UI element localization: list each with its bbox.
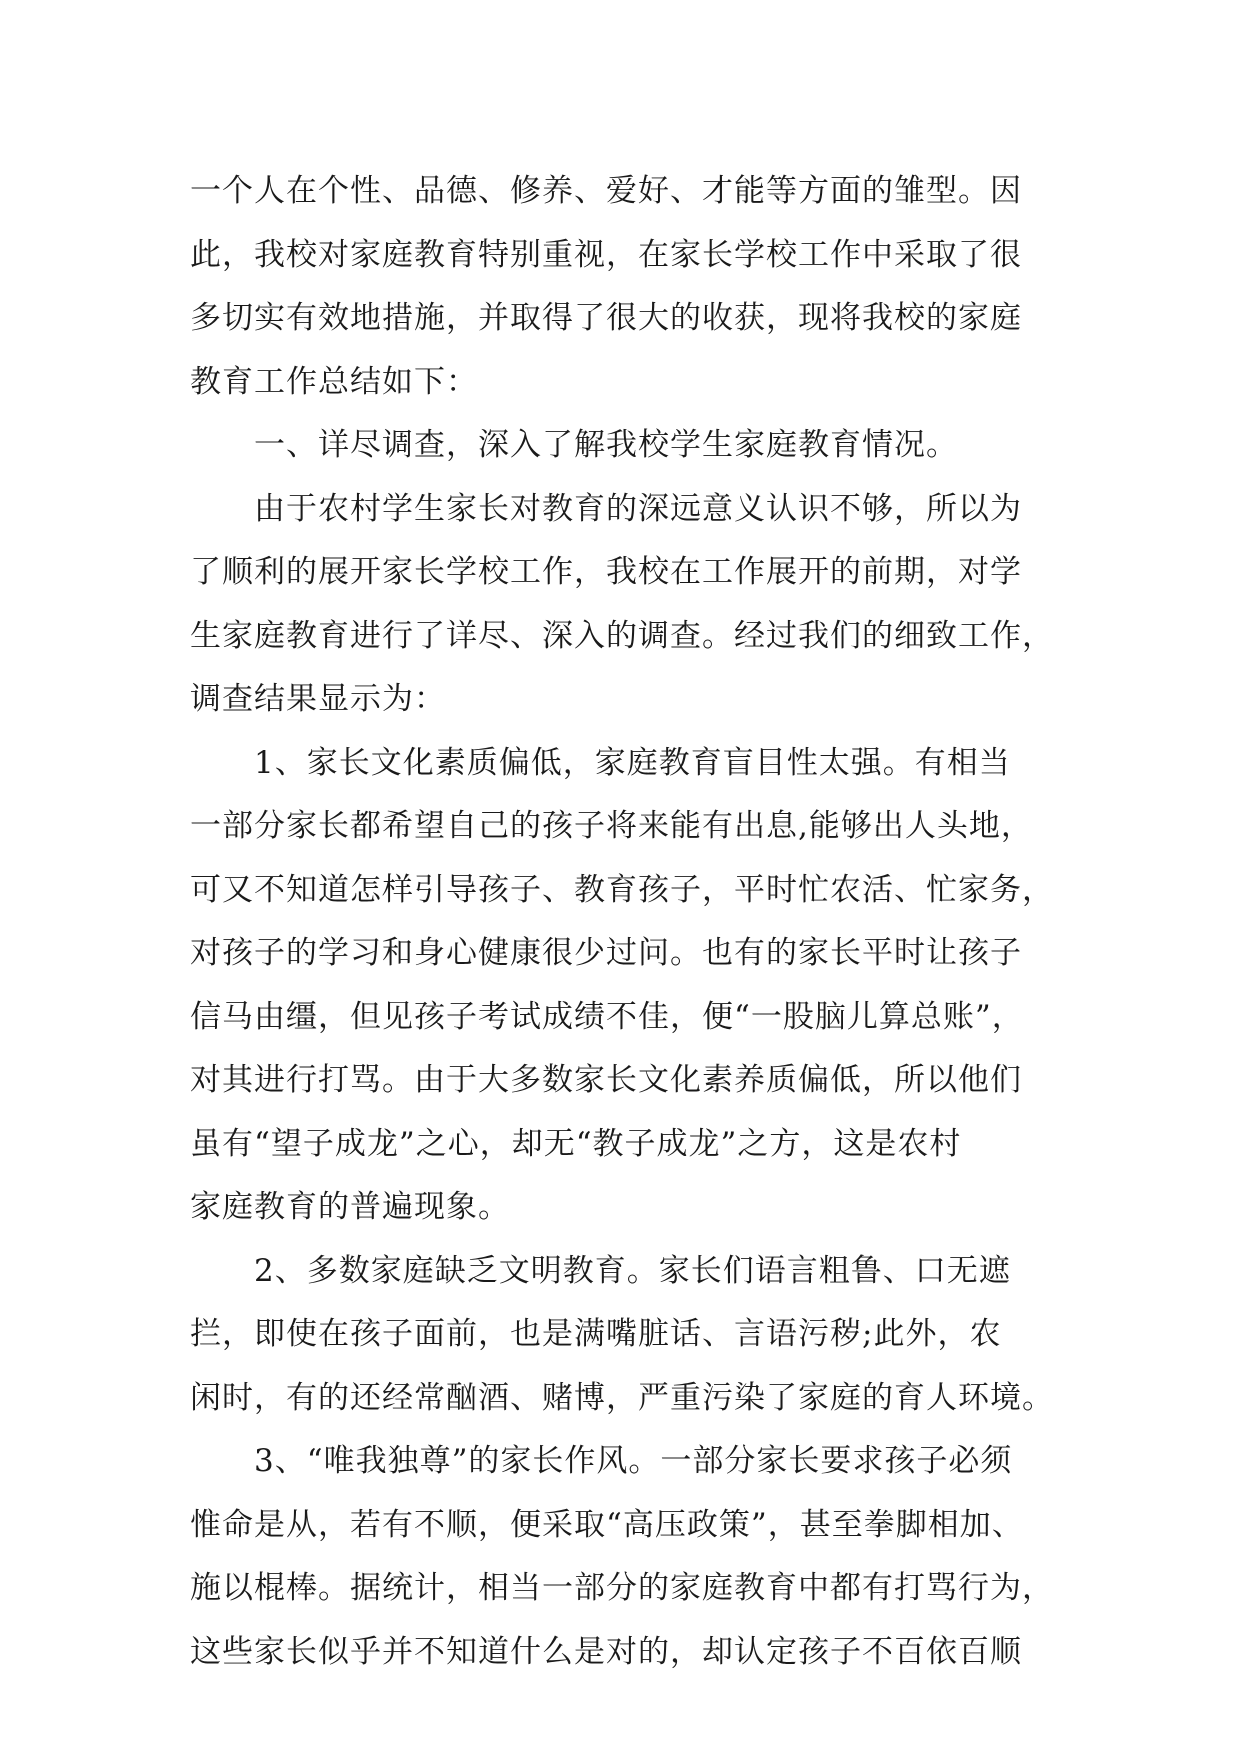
text-line: 一个人在个性、品德、修养、爱好、才能等方面的雏型。因 [190, 173, 1022, 209]
text-line: 了顺利的展开家长学校工作，我校在工作展开的前期，对学 [190, 554, 1022, 590]
text-line: 教育工作总结如下： [190, 363, 478, 400]
text-line: 2、多数家庭缺乏文明教育。家长们语言粗鲁、口无遮 [254, 1252, 1011, 1289]
text-line: 对其进行打骂。由于大多数家长文化素养质偏低，所以他们 [190, 1062, 1022, 1098]
document-body [190, 160, 1054, 1684]
text-line: 一部分家长都希望自己的孩子将来能有出息,能够出人头地， [190, 808, 1033, 844]
text-line: 这些家长似乎并不知道什么是对的，却认定孩子不百依百顺 [190, 1633, 1022, 1670]
text-line: 家庭教育的普遍现象。 [190, 1189, 510, 1225]
text-line: 信马由缰，但见孩子考试成绩不佳，便“一股脑儿算总账”， [190, 998, 1024, 1035]
text-line: 1、家长文化素质偏低，家庭教育盲目性太强。有相当 [254, 744, 1011, 781]
text-line: 虽有“望子成龙”之心，却无“教子成龙”之方，这是农村 [190, 1125, 962, 1162]
text-line: 一、详尽调查，深入了解我校学生家庭教育情况。 [254, 427, 958, 463]
text-line: 多切实有效地措施，并取得了很大的收获，现将我校的家庭 [190, 300, 1022, 336]
text-line: 闲时，有的还经常酗酒、赌博，严重污染了家庭的育人环境。 [190, 1379, 1054, 1416]
text-line: 惟命是从，若有不顺，便采取“高压政策”，甚至拳脚相加、 [190, 1506, 1024, 1543]
text-line: 3、“唯我独尊”的家长作风。一部分家长要求孩子必须 [254, 1443, 1013, 1479]
text-line: 拦，即使在孩子面前，也是满嘴脏话、言语污秽;此外，农 [190, 1316, 1002, 1352]
text-line: 对孩子的学习和身心健康很少过问。也有的家长平时让孩子 [190, 935, 1022, 971]
text-line: 调查结果显示为： [190, 681, 446, 717]
text-line: 生家庭教育进行了详尽、深入的调查。经过我们的细致工作， [190, 617, 1054, 654]
text-line: 施以棍棒。据统计，相当一部分的家庭教育中都有打骂行为， [190, 1570, 1054, 1606]
text-line: 由于农村学生家长对教育的深远意义认识不够，所以为 [254, 490, 1022, 527]
text-line: 可又不知道怎样引导孩子、教育孩子，平时忙农活、忙家务， [190, 871, 1054, 908]
text-line: 此，我校对家庭教育特别重视，在家长学校工作中采取了很 [190, 236, 1022, 273]
